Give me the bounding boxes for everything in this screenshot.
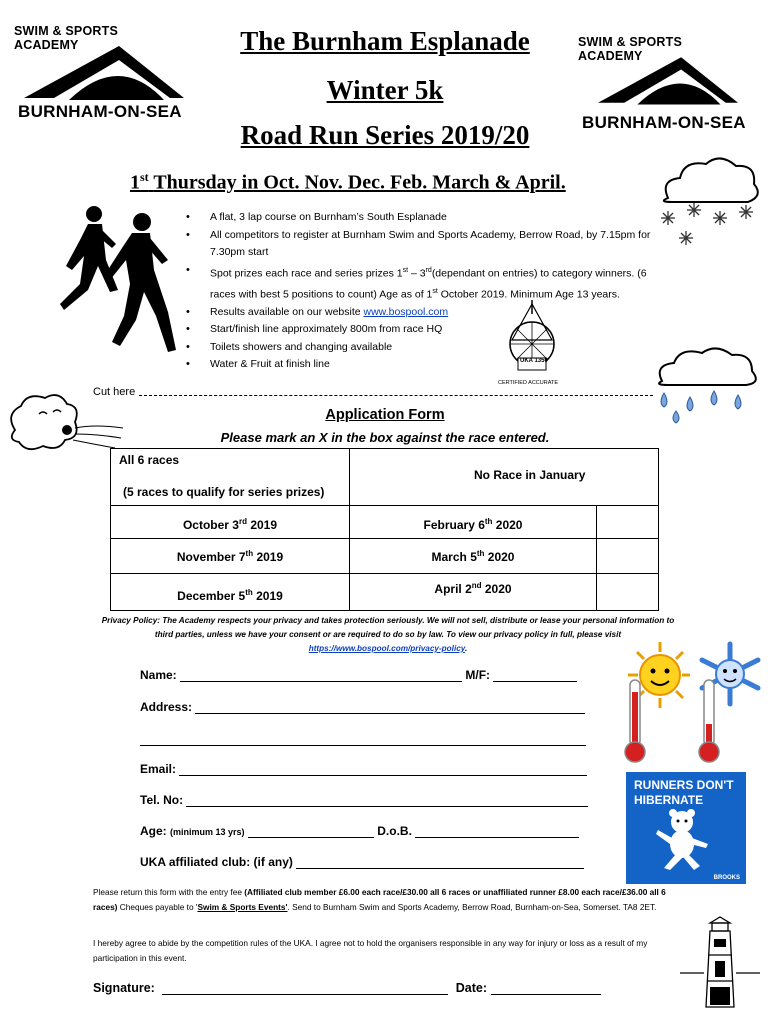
logo-top-text: SWIM & SPORTS ACADEMY — [14, 24, 118, 52]
runners-silhouette-icon — [50, 200, 180, 360]
list-item: • Start/finish line approximately 800m from race HQ — [186, 321, 666, 339]
list-item: • Spot prizes each race and series prizes 1st – 3rd(dependant on entries) to category winners. (6 races with best 5 positions to count) Age as of 1st October 2019. Minimum Age 13 years. — [186, 262, 666, 304]
poster-line2: HIBERNATE — [634, 793, 704, 807]
bear-runner-icon — [648, 808, 718, 870]
race-cell-april: April 2nd 2020 — [349, 573, 597, 611]
page-title-line1: The Burnham Esplanade — [240, 26, 530, 56]
address-line2-field[interactable] — [140, 733, 586, 746]
age-dob-row: Age: (minimum 13 yrs) D.o.B. — [140, 824, 579, 838]
checkbox-march[interactable] — [596, 538, 659, 574]
age-field[interactable] — [248, 825, 374, 838]
address-line2-row — [140, 732, 586, 746]
no-race-january-cell: No Race in January — [349, 448, 659, 506]
gender-field[interactable] — [493, 669, 577, 682]
name-field-row: Name: M/F: — [140, 668, 577, 682]
race-cell-october: October 3rd 2019 — [110, 505, 350, 539]
wheel-icon — [498, 300, 566, 380]
logo-swoosh-icon — [24, 42, 184, 102]
snow-cloud-icon — [650, 150, 765, 255]
sun-thermometer-icon — [610, 640, 690, 770]
lighthouse-sketch-icon — [680, 915, 760, 1015]
club-field-row: UKA affiliated club: (if any) — [140, 855, 584, 869]
wind-face-icon — [5, 390, 125, 460]
race-cell-november: November 7th 2019 — [110, 538, 350, 574]
list-item: • A flat, 3 lap course on Burnham’s South Esplanade — [186, 209, 666, 227]
list-item: • Toilets showers and changing available — [186, 339, 666, 357]
race-cell-february: February 6th 2020 — [349, 505, 597, 539]
snowflake-thermometer-icon — [690, 640, 768, 770]
checkbox-february[interactable] — [596, 505, 659, 539]
cut-here-label: Cut here — [93, 386, 136, 398]
race-dates-heading: 1st Thursday in Oct. Nov. Dec. Feb. March & April. — [130, 170, 566, 194]
signature-row: Signature: Date: — [93, 981, 601, 995]
dob-field[interactable] — [415, 825, 579, 838]
website-link[interactable]: www.bospool.com — [363, 305, 449, 318]
poster-brand: BROOKS — [713, 875, 740, 881]
logo-bottom-text: BURNHAM-ON-SEA — [18, 102, 182, 121]
name-field[interactable] — [180, 669, 462, 682]
list-item: • Water & Fruit at finish line — [186, 356, 666, 374]
signature-field[interactable] — [162, 982, 448, 995]
uka-certified-badge — [498, 300, 566, 388]
uka-agreement: I hereby agree to abide by the competition rules of the UKA. I agree not to hold the organisers responsible in any way for injury or loss as a result of my participation in this event. — [93, 938, 648, 963]
logo-bottom-text: BURNHAM-ON-SEA — [582, 113, 746, 132]
page-title-line3: Road Run Series 2019/20 — [240, 120, 530, 150]
runners-dont-hibernate-poster — [626, 772, 746, 884]
poster-line1: RUNNERS DON'T — [634, 778, 734, 792]
race-cell-march: March 5th 2020 — [349, 538, 597, 574]
form-instruction: Please mark an X in the box against the race entered. — [220, 430, 550, 445]
uka-badge-caption: CERTIFIED ACCURATE — [498, 380, 558, 386]
date-field[interactable] — [491, 982, 601, 995]
address-field[interactable] — [195, 701, 585, 714]
list-item: • All competitors to register at Burnham Swim and Sports Academy, Berrow Road, by 7.15pm for 7.30pm start — [186, 227, 666, 262]
email-field-row: Email: — [140, 762, 587, 776]
email-field[interactable] — [179, 763, 587, 776]
address-field-row: Address: — [140, 700, 585, 714]
all-races-cell[interactable]: All 6 races (5 races to qualify for series prizes) — [110, 448, 350, 506]
privacy-policy-link[interactable]: https://www.bospool.com/privacy-policy — [308, 644, 466, 653]
uka-badge-text: UKA 1350 — [520, 358, 548, 364]
page-title-line2: Winter 5k — [326, 75, 444, 105]
cut-dashes — [139, 389, 653, 396]
list-item: • Results available on our website www.bospool.com — [186, 304, 666, 322]
application-form-title: Application Form — [325, 407, 445, 423]
privacy-policy: Privacy Policy: The Academy respects your privacy and takes protection seriously. We will not sell, distribute or lease your personal information to third parties, unless we have your consent or are required to do so by law. To view our privacy policy in full, please visit https://www.bospool.com/privacy-policy. — [101, 616, 675, 653]
club-field[interactable] — [296, 856, 584, 869]
race-cell-december: December 5th 2019 — [110, 573, 350, 611]
tel-field-row: Tel. No: — [140, 793, 588, 807]
return-instructions: Please return this form with the entry fee (Affiliated club member £6.00 each race/£30.00 all 6 races or unaffiliated runner £8.00 each race/£36.00 all 6 races) Cheques payable to 'Swim & Sports Events'. Send to Burnham Swim and Sports Academy, Berrow Road, Burnham-on-Sea, Somerset. TA8 2ET. — [93, 887, 666, 912]
academy-logo-left — [14, 24, 184, 124]
cut-line — [93, 385, 653, 399]
logo-top-text: SWIM & SPORTS ACADEMY — [578, 35, 682, 63]
tel-field[interactable] — [186, 794, 588, 807]
academy-logo-right — [578, 35, 748, 135]
event-info-list — [186, 209, 666, 374]
logo-swoosh-icon — [598, 49, 738, 111]
checkbox-april[interactable] — [596, 573, 659, 611]
